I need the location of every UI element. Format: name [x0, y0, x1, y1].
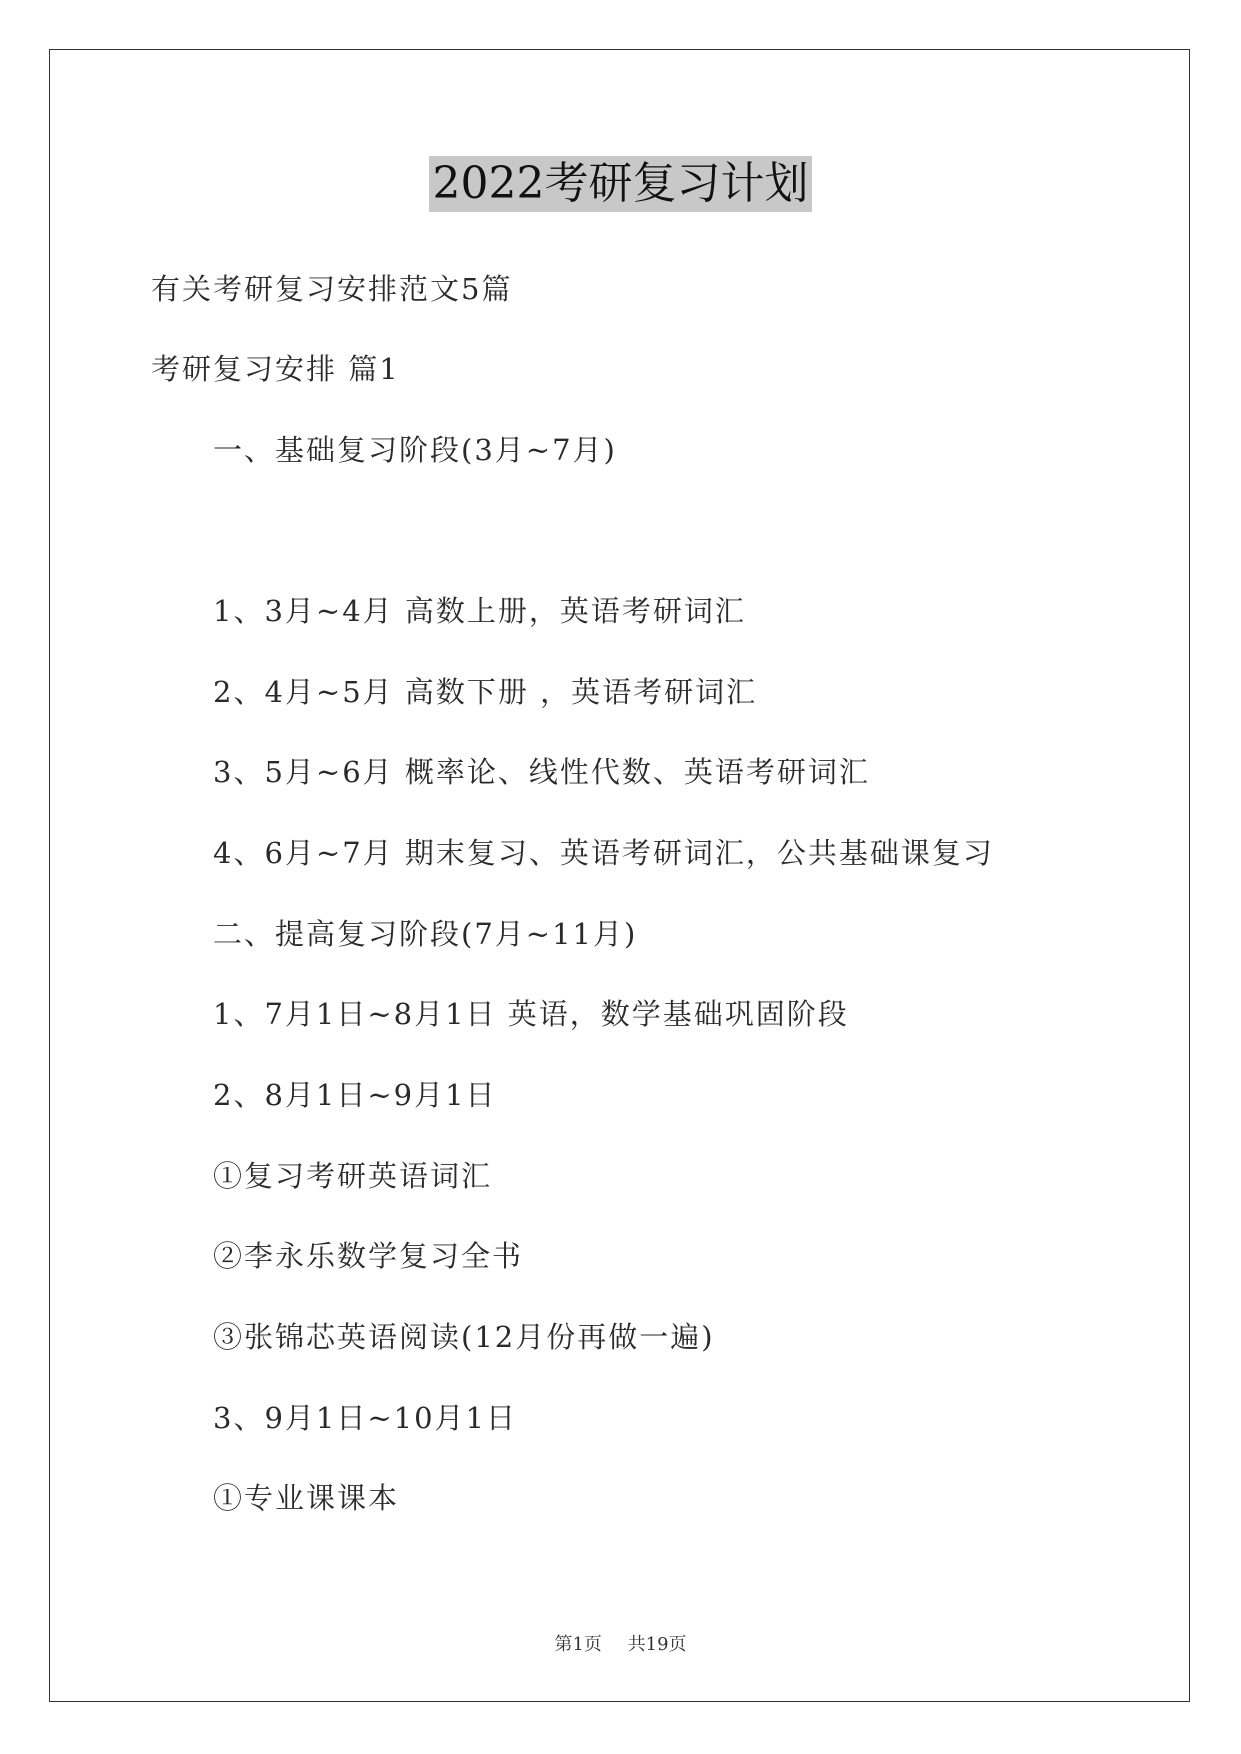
- sub-list-item: ①专业课课本: [213, 1481, 400, 1515]
- phase-heading: 一、基础复习阶段(3月~7月): [213, 433, 617, 467]
- page-number: 第1页: [554, 1634, 602, 1655]
- title-container: [0, 156, 1241, 212]
- list-item: 2、8月1日~9月1日: [213, 1078, 497, 1112]
- phase-heading: 二、提高复习阶段(7月~11月): [213, 917, 638, 951]
- list-item: 2、4月~5月 高数下册 ，英语考研词汇: [213, 675, 758, 709]
- list-item: 3、9月1日~10月1日: [213, 1401, 518, 1435]
- sub-list-item: ③张锦芯英语阅读(12月份再做一遍): [213, 1320, 715, 1354]
- section-heading: 考研复习安排 篇1: [151, 352, 400, 386]
- document-title: 2022考研复习计划: [429, 156, 813, 212]
- page-total: 共19页: [627, 1634, 687, 1655]
- sub-list-item: ①复习考研英语词汇: [213, 1159, 493, 1193]
- list-item: 1、3月~4月 高数上册，英语考研词汇: [213, 594, 746, 628]
- intro-line: 有关考研复习安排范文5篇: [151, 272, 513, 306]
- list-item: 3、5月~6月 概率论、线性代数、英语考研词汇: [213, 755, 870, 789]
- list-item: 4、6月~7月 期末复习、英语考研词汇，公共基础课复习: [213, 836, 994, 870]
- page-footer: [0, 1630, 1241, 1656]
- list-item: 1、7月1日~8月1日 英语，数学基础巩固阶段: [213, 997, 849, 1031]
- sub-list-item: ②李永乐数学复习全书: [213, 1239, 524, 1273]
